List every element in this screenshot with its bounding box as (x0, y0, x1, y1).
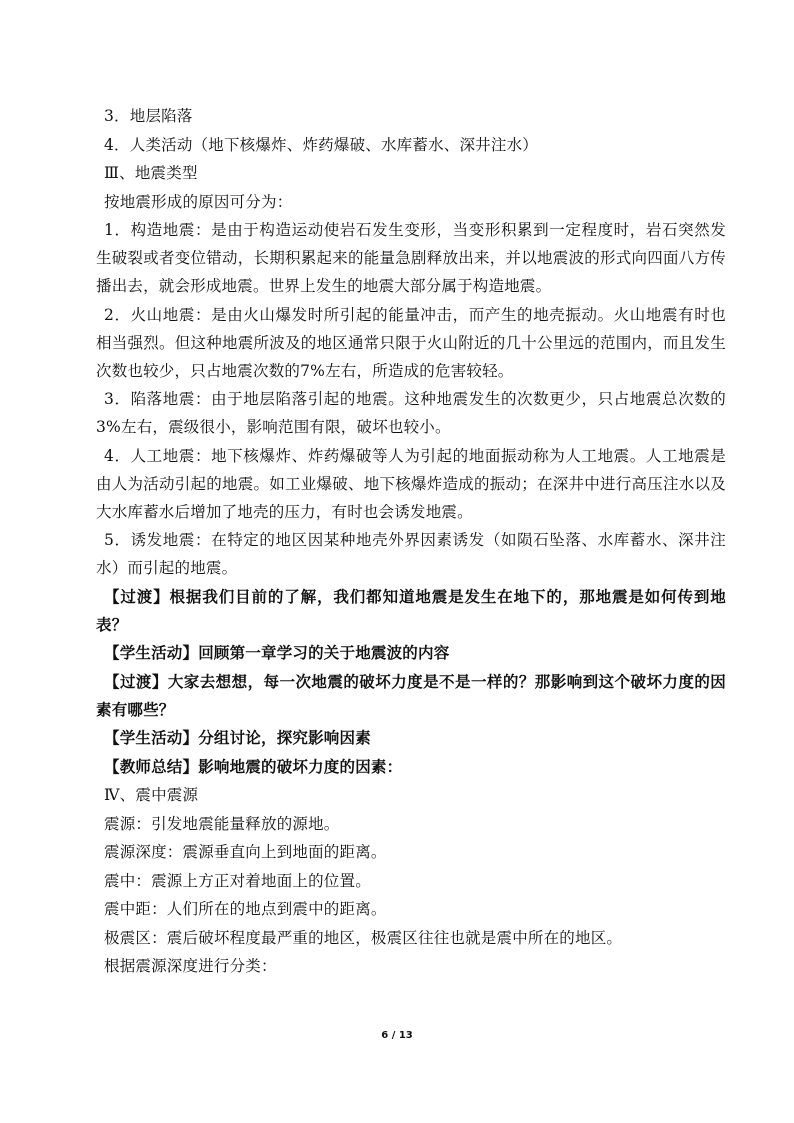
paragraph: 震中：震源上方正对着地面上的位置。 (104, 871, 371, 890)
paragraph: 震源深度：震源垂直向上到地面的距离。 (104, 843, 387, 861)
paragraph: 【教师总结】影响地震的破坏力度的因素： (104, 756, 403, 776)
paragraph: 极震区：震后破坏程度最严重的地区，极震区往往也就是震中所在的地区。 (104, 928, 623, 947)
paragraph: 【过渡】根据我们目前的了解，我们都知道地震是发生在地下的，那地震是如何传到地表？ (96, 586, 726, 634)
page-number: 6 / 13 (381, 1030, 413, 1041)
paragraph: 4．人类活动（地下核爆炸、炸药爆破、水库蓄水、深井注水） (104, 135, 538, 154)
paragraph: 1．构造地震：是由于构造运动使岩石发生变形，当变形积累到一定程度时，岩石突然发生破裂或者变位错动，长期积累起来的能量急剧释放出来，并以地震波的形式向四面八方传播出去，就会形成地震。世界上发生的地震大部分属于构造地震。 (96, 221, 726, 295)
paragraph: 5．诱发地震：在特定的地区因某种地壳外界因素诱发（如陨石坠落、水库蓄水、深井注水）而引起的地震。 (96, 531, 726, 577)
paragraph: 4．人工地震：地下核爆炸、炸药爆破等人为引起的地面振动称为人工地震。人工地震是由人为活动引起的地震。如工业爆破、地下核爆炸造成的振动；在深井中进行高压注水以及大水库蓄水后增加了地壳的压力，有时也会诱发地震。 (96, 446, 726, 521)
paragraph: 3．地层陷落 (104, 107, 193, 125)
paragraph: 【学生活动】分组讨论，探究影响因素 (104, 728, 371, 747)
paragraph: 3．陷落地震：由于地层陷落引起的地震。这种地震发生的次数更少，只占地震总次数的3%左右，震级很小，影响范围有限，破坏也较小。 (96, 390, 726, 436)
paragraph: 【学生活动】回顾第一章学习的关于地震波的内容 (104, 643, 450, 662)
paragraph: Ⅲ、地震类型 (104, 164, 198, 182)
paragraph: 根据震源深度进行分类： (104, 957, 277, 975)
document-body (96, 102, 726, 981)
paragraph: 按地震形成的原因可分为： (104, 192, 293, 211)
paragraph: 震中距：人们所在的地点到震中的距离。 (104, 900, 387, 918)
paragraph: 【过渡】大家去想想，每一次地震的破坏力度是不是一样的？那影响到这个破坏力度的因素有哪些？ (96, 671, 726, 719)
paragraph: Ⅳ、震中震源 (104, 786, 199, 804)
paragraph: 2．火山地震：是由火山爆发时所引起的能量冲击，而产生的地壳振动。火山地震有时也相当强烈。但这种地震所波及的地区通常只限于火山附近的几十公里远的范围内，而且发生次数也较少，只占地震次数的7%左右，所造成的危害较轻。 (96, 305, 726, 380)
paragraph: 震源：引发地震能量释放的源地。 (104, 814, 340, 833)
